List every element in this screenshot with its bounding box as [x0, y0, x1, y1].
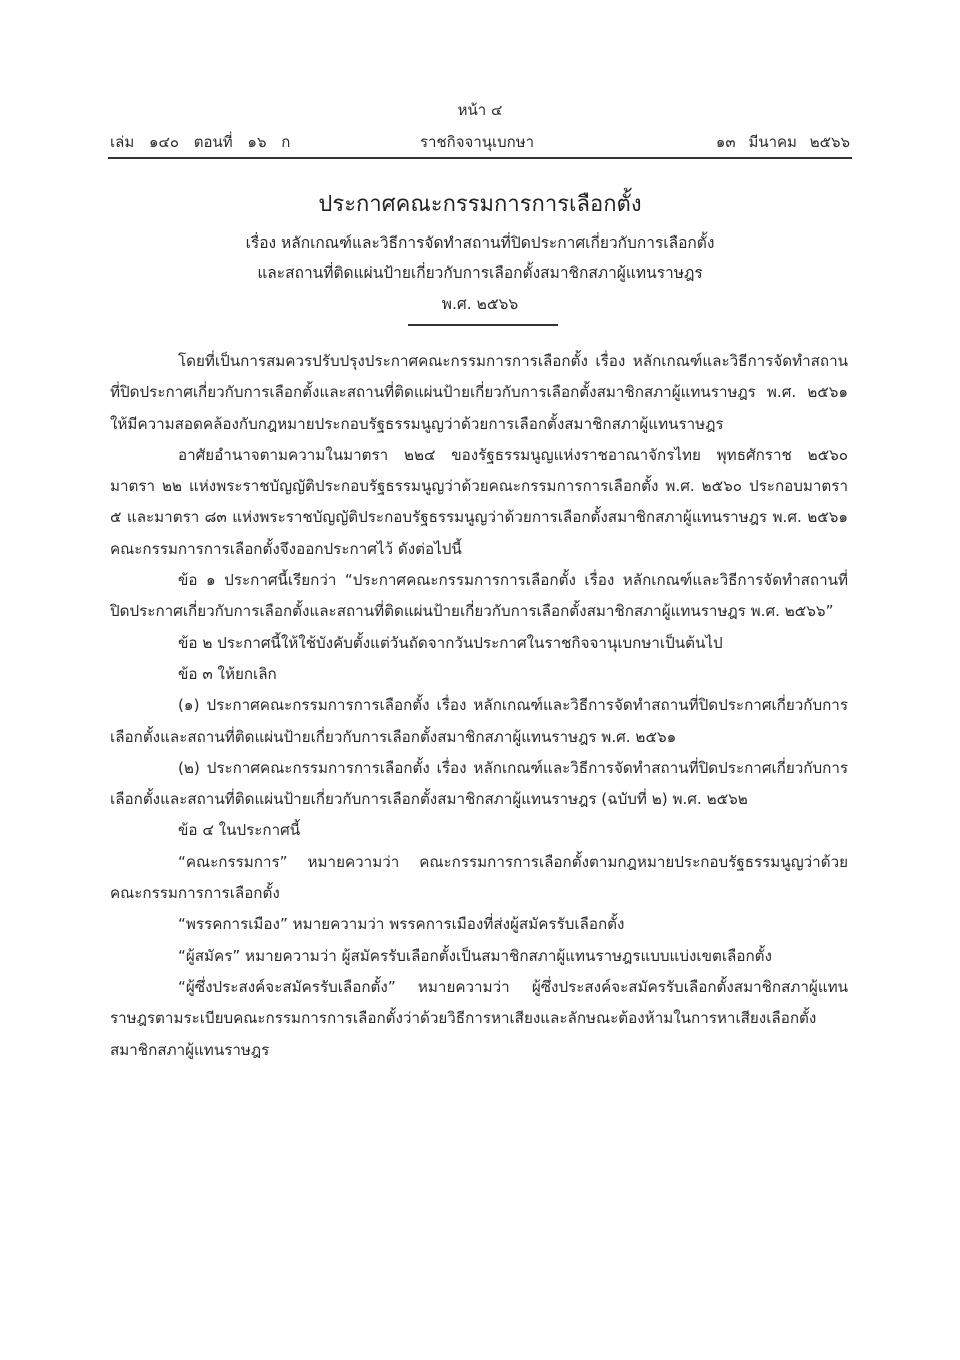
clause-4: ข้อ ๔ ในประกาศนี้	[178, 821, 301, 840]
definition-prospective-candidate: “ผู้ซึ่งประสงค์จะสมัครรับเลือกตั้ง” หมายความว่า ผู้ซึ่งประสงค์จะสมัครรับเลือกตั้งสมาชิกสภาผู้แทนราษฎรตามระเบียบคณะกรรมการการเลือกตั้งว่าด้วยวิธีการหาเสียงและลักษณะต้องห้ามในการหาเสียงเลือกตั้งสมาชิกสภาผู้แทนราษฎร	[110, 977, 848, 1059]
page-number: หน้า ๔	[457, 101, 503, 119]
publication-date: ๑๓ มีนาคม ๒๕๖๖	[715, 133, 850, 151]
definition-committee: “คณะกรรมการ” หมายความว่า คณะกรรมการการเลือกตั้งตามกฎหมายประกอบรัฐธรรมนูญว่าด้วยคณะกรรมการการเลือกตั้ง	[110, 852, 848, 903]
subject-line-1: เรื่อง หลักเกณฑ์และวิธีการจัดทำสถานที่ปิดประกาศเกี่ยวกับการเลือกตั้ง	[245, 234, 715, 252]
document-body	[110, 346, 848, 1066]
document-title: ประกาศคณะกรรมการการเลือกตั้ง	[318, 192, 642, 217]
authority-paragraph: อาศัยอำนาจตามความในมาตรา ๒๒๔ ของรัฐธรรมนูญแห่งราชอาณาจักรไทย พุทธศักราช ๒๕๖๐ มาตรา ๒๒ แห่งพระราชบัญญัติประกอบรัฐธรรมนูญว่าด้วยคณะกรรมการการเลือกตั้ง พ.ศ. ๒๕๖๐ ประกอบมาตรา ๕ และมาตรา ๘๓ แห่งพระราชบัญญัติประกอบรัฐธรรมนูญว่าด้วยการเลือกตั้งสมาชิกสภาผู้แทนราษฎร พ.ศ. ๒๕๖๑ คณะกรรมการการเลือกตั้งจึงออกประกาศไว้ ดังต่อไปนี้	[110, 445, 848, 558]
running-header	[110, 130, 850, 152]
volume-issue: เล่ม ๑๔๐ ตอนที่ ๑๖ ก	[110, 133, 291, 151]
clause-2: ข้อ ๒ ประกาศนี้ให้ใช้บังคับตั้งแต่วันถัดจากวันประกาศในราชกิจจานุเบกษาเป็นต้นไป	[178, 633, 723, 652]
definition-candidate: “ผู้สมัคร” หมายความว่า ผู้สมัครรับเลือกตั้งเป็นสมาชิกสภาผู้แทนราษฎรแบบแบ่งเขตเลือกตั้ง	[178, 946, 772, 965]
clause-3-item-2: (๒) ประกาศคณะกรรมการการเลือกตั้ง เรื่อง หลักเกณฑ์และวิธีการจัดทำสถานที่ปิดประกาศเกี่ยวกับการเลือกตั้งและสถานที่ติดแผ่นป้ายเกี่ยวกับการเลือกตั้งสมาชิกสภาผู้แทนราษฎร (ฉบับที่ ๒) พ.ศ. ๒๕๖๒	[110, 758, 848, 809]
subject-line-2: และสถานที่ติดแผ่นป้ายเกี่ยวกับการเลือกตั้งสมาชิกสภาผู้แทนราษฎร	[257, 264, 703, 282]
definition-political-party: “พรรคการเมือง” หมายความว่า พรรคการเมืองที่ส่งผู้สมัครรับเลือกตั้ง	[178, 915, 625, 934]
document-year: พ.ศ. ๒๕๖๖	[441, 295, 519, 313]
clause-3-item-1: (๑) ประกาศคณะกรรมการการเลือกตั้ง เรื่อง หลักเกณฑ์และวิธีการจัดทำสถานที่ปิดประกาศเกี่ยวกับการเลือกตั้งและสถานที่ติดแผ่นป้ายเกี่ยวกับการเลือกตั้งสมาชิกสภาผู้แทนราษฎร พ.ศ. ๒๕๖๑	[110, 696, 848, 746]
preamble-paragraph: โดยที่เป็นการสมควรปรับปรุงประกาศคณะกรรมการการเลือกตั้ง เรื่อง หลักเกณฑ์และวิธีการจัดทำสถานที่ปิดประกาศเกี่ยวกับการเลือกตั้งและสถานที่ติดแผ่นป้ายเกี่ยวกับการเลือกตั้งสมาชิกสภาผู้แทนราษฎร พ.ศ. ๒๕๖๑ ให้มีความสอดคล้องกับกฎหมายประกอบรัฐธรรมนูญว่าด้วยการเลือกตั้งสมาชิกสภาผู้แทนราษฎร	[110, 352, 848, 433]
publication-name: ราชกิจจานุเบกษา	[420, 133, 535, 151]
header-divider	[108, 157, 852, 159]
clause-1: ข้อ ๑ ประกาศนี้เรียกว่า “ประกาศคณะกรรมการการเลือกตั้ง เรื่อง หลักเกณฑ์และวิธีการจัดทำสถานที่ปิดประกาศเกี่ยวกับการเลือกตั้งและสถานที่ติดแผ่นป้ายเกี่ยวกับการเลือกตั้งสมาชิกสภาผู้แทนราษฎร พ.ศ. ๒๕๖๖”	[110, 571, 848, 621]
title-divider	[408, 324, 558, 326]
clause-3: ข้อ ๓ ให้ยกเลิก	[178, 664, 277, 683]
